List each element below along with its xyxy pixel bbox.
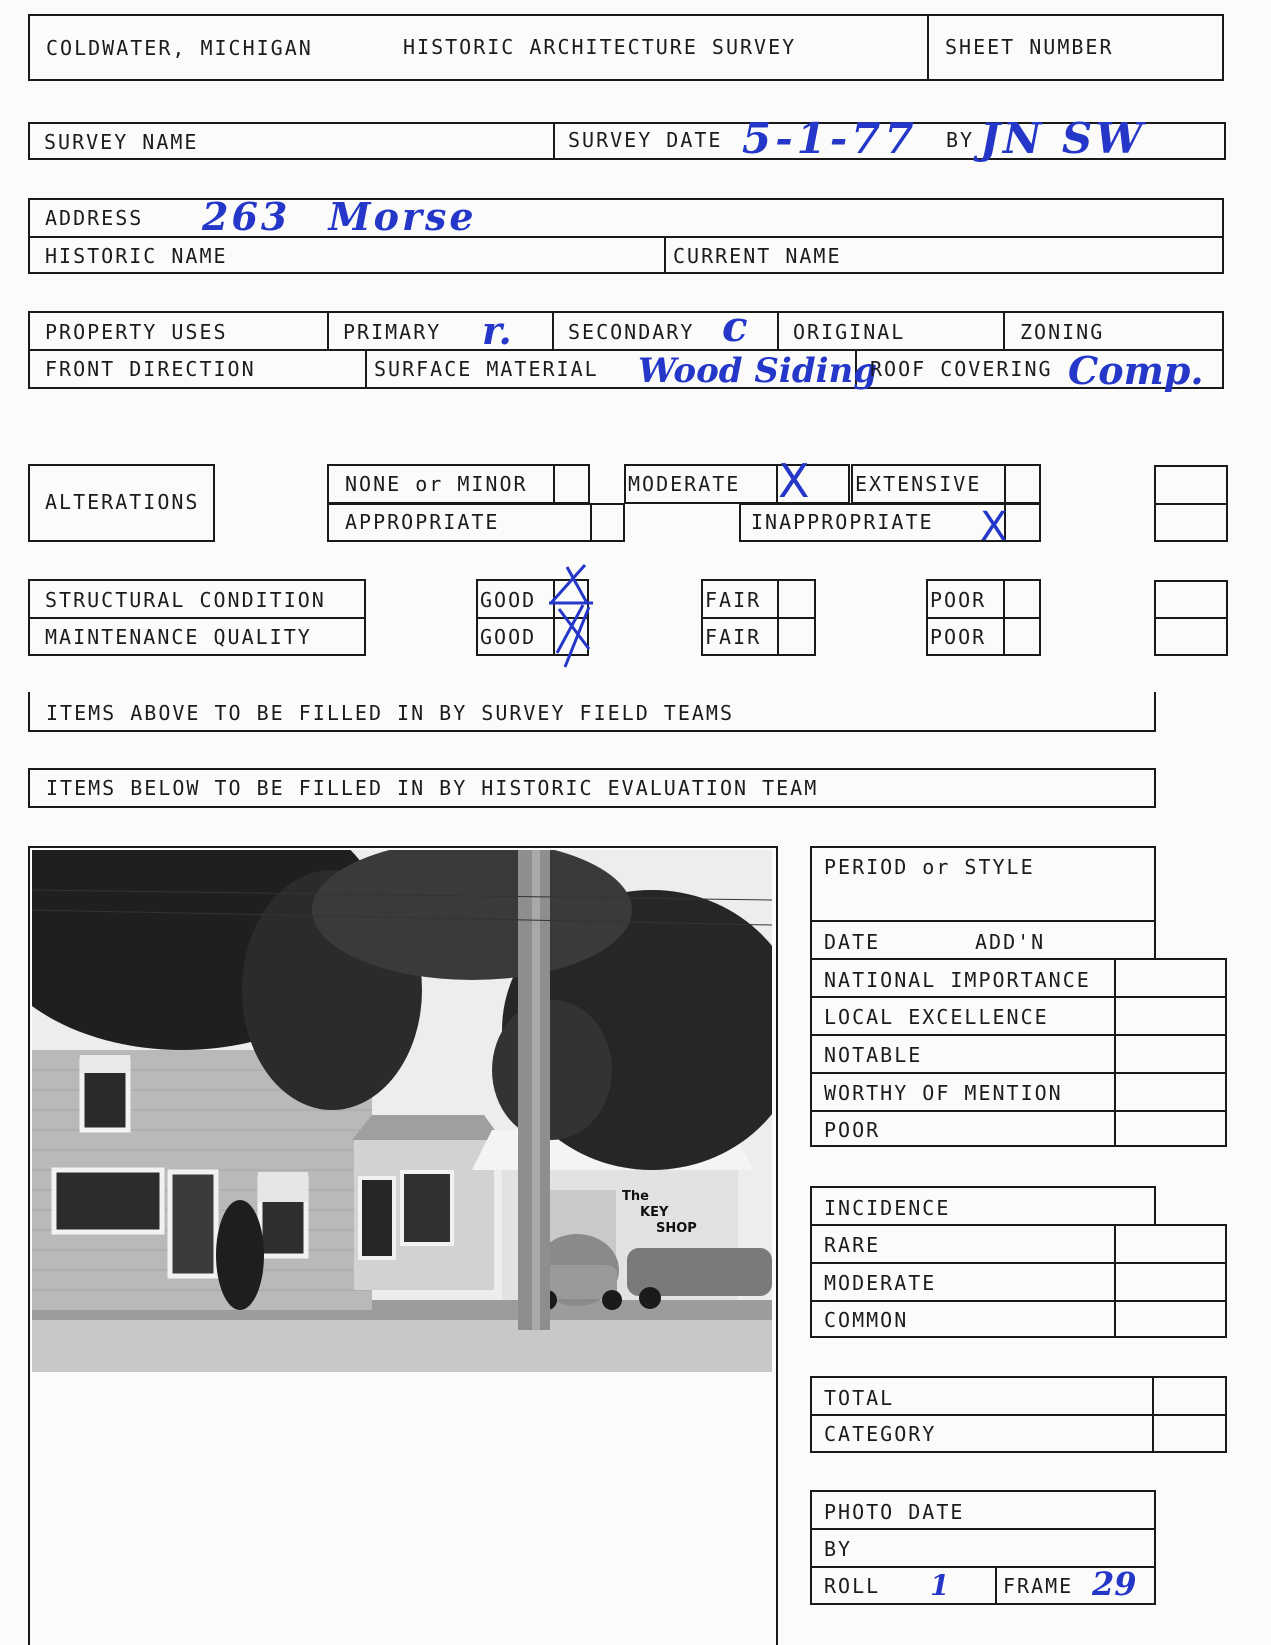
roll-label: ROLL — [824, 1574, 881, 1598]
fair-divider — [701, 617, 816, 619]
maintenance-good-label: GOOD — [480, 625, 537, 649]
historic-name-label: HISTORIC NAME — [45, 244, 228, 268]
none-minor-label: NONE or MINOR — [345, 472, 528, 496]
condition-score-divider — [1154, 617, 1228, 619]
header-divider — [927, 14, 929, 81]
poor-checkbox[interactable] — [1003, 579, 1005, 656]
survey-by-label: BY — [946, 128, 975, 152]
inappropriate-label: INAPPROPRIATE — [751, 510, 934, 534]
incidence-common: COMMON — [824, 1308, 909, 1332]
addn-label: ADD'N — [975, 930, 1046, 954]
roof-covering-value[interactable]: Comp. — [1068, 348, 1204, 393]
photo-by-label: BY — [824, 1537, 853, 1561]
period-style-label: PERIOD or STYLE — [824, 855, 1035, 879]
moderate-mark: X — [778, 454, 810, 508]
sign-line1: The — [622, 1189, 649, 1204]
alterations-label: ALTERATIONS — [45, 490, 200, 514]
incidence-divider-2 — [810, 1300, 1227, 1302]
frame-label: FRAME — [1003, 1574, 1074, 1598]
maintenance-quality-label: MAINTENANCE QUALITY — [45, 625, 312, 649]
primary-label: PRIMARY — [343, 320, 442, 344]
condition-label-divider — [28, 617, 366, 619]
eval-poor: POOR — [824, 1118, 881, 1142]
survey-right-edge — [1224, 122, 1226, 160]
divider-surface — [365, 349, 367, 389]
inappropriate-mark: X — [980, 504, 1008, 550]
incidence-score-column[interactable] — [1114, 1224, 1116, 1338]
eval-local-excellence: LOCAL EXCELLENCE — [824, 1005, 1049, 1029]
zoning-label: ZONING — [1020, 320, 1105, 344]
primary-value[interactable]: r. — [482, 308, 512, 353]
divider-zoning — [1003, 311, 1005, 349]
alterations-score-divider — [1154, 503, 1228, 505]
photo-date-label: PHOTO DATE — [824, 1500, 965, 1524]
sheet-number-label: SHEET NUMBER — [945, 35, 1114, 59]
photo-info-divider-1 — [810, 1528, 1156, 1530]
eval-national-importance: NATIONAL IMPORTANCE — [824, 968, 1091, 992]
survey-date-value[interactable]: 5-1-77 — [742, 114, 918, 163]
appropriate-label: APPROPRIATE — [345, 510, 500, 534]
roof-covering-label: ROOF COVERING — [870, 357, 1053, 381]
current-name-label: CURRENT NAME — [673, 244, 842, 268]
address-label: ADDRESS — [45, 206, 144, 230]
evaluation-score-column[interactable] — [1114, 958, 1116, 1147]
property-photo — [32, 850, 772, 1372]
extensive-label: EXTENSIVE — [855, 472, 982, 496]
survey-divider — [553, 122, 555, 160]
secondary-value[interactable]: c — [722, 302, 748, 351]
survey-by-value[interactable]: JN SW — [980, 114, 1146, 163]
surface-material-label: SURFACE MATERIAL — [374, 357, 599, 381]
divider-primary — [327, 311, 329, 349]
eval-row-divider-4 — [810, 1110, 1227, 1112]
totals-divider — [810, 1414, 1227, 1416]
total-label: TOTAL — [824, 1386, 895, 1410]
appropriate-checkbox[interactable] — [590, 503, 592, 542]
name-divider — [664, 236, 666, 274]
date-label: DATE — [824, 930, 881, 954]
sign-line2: KEY — [640, 1205, 669, 1220]
frame-value[interactable]: 29 — [1092, 1565, 1137, 1603]
eval-notable: NOTABLE — [824, 1043, 923, 1067]
front-direction-label: FRONT DIRECTION — [45, 357, 256, 381]
none-minor-checkbox[interactable] — [553, 464, 555, 504]
good-check-marks — [545, 563, 605, 673]
city-label: COLDWATER, MICHIGAN — [46, 36, 313, 60]
notes-above: ITEMS ABOVE TO BE FILLED IN BY SURVEY FIELD TEAMS — [46, 701, 735, 725]
structural-good-label: GOOD — [480, 588, 537, 612]
incidence-divider-1 — [810, 1262, 1227, 1264]
category-label: CATEGORY — [824, 1422, 937, 1446]
surface-material-value[interactable]: Wood Siding — [638, 351, 878, 391]
form-title: HISTORIC ARCHITECTURE SURVEY — [403, 35, 797, 59]
eval-row-divider-3 — [810, 1072, 1227, 1074]
secondary-label: SECONDARY — [568, 320, 695, 344]
property-divider — [28, 349, 1224, 351]
survey-date-label: SURVEY DATE — [568, 128, 723, 152]
sign-line3: SHOP — [656, 1221, 697, 1236]
eval-worthy-of-mention: WORTHY OF MENTION — [824, 1081, 1063, 1105]
poor-divider — [926, 617, 1041, 619]
divider-secondary — [552, 311, 554, 349]
structural-condition-label: STRUCTURAL CONDITION — [45, 588, 326, 612]
photo-info-roll-divider — [995, 1566, 997, 1605]
incidence-rare: RARE — [824, 1233, 881, 1257]
eval-row-divider-2 — [810, 1034, 1227, 1036]
structural-fair-label: FAIR — [705, 588, 762, 612]
original-label: ORIGINAL — [793, 320, 906, 344]
notes-below: ITEMS BELOW TO BE FILLED IN BY HISTORIC EVALUATION TEAM — [46, 776, 819, 800]
property-uses-label: PROPERTY USES — [45, 320, 228, 344]
survey-name-label: SURVEY NAME — [44, 130, 199, 154]
moderate-label: MODERATE — [628, 472, 741, 496]
eval-row-divider-1 — [810, 996, 1227, 998]
incidence-label: INCIDENCE — [824, 1196, 951, 1220]
structural-poor-label: POOR — [930, 588, 987, 612]
extensive-checkbox[interactable] — [1004, 464, 1006, 504]
photo-drawing — [32, 850, 772, 1372]
roll-value[interactable]: 1 — [930, 1569, 950, 1602]
divider-original — [777, 311, 779, 349]
fair-checkbox[interactable] — [777, 579, 779, 656]
maintenance-fair-label: FAIR — [705, 625, 762, 649]
incidence-moderate: MODERATE — [824, 1271, 937, 1295]
address-value[interactable]: 263 Morse — [202, 194, 477, 239]
maintenance-poor-label: POOR — [930, 625, 987, 649]
